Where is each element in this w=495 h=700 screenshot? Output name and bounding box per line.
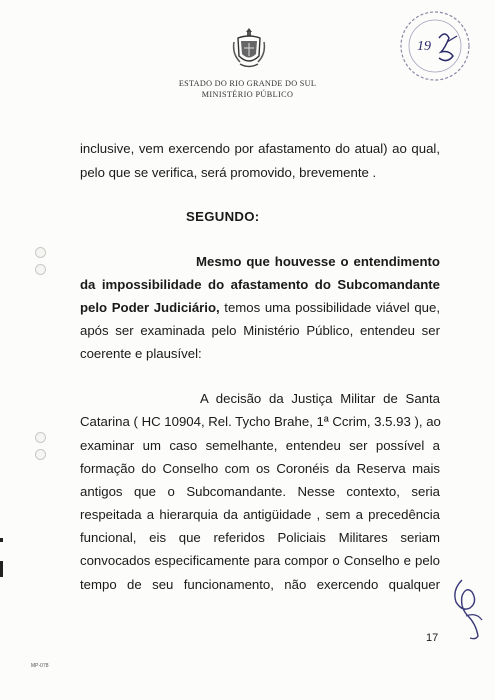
para2-line1: [196, 254, 440, 270]
margin-mark: [0, 538, 3, 542]
margin-mark: [0, 561, 3, 577]
section-heading: SEGUNDO:: [186, 209, 260, 224]
para2-line3-bold: pelo Poder Judiciário,: [80, 300, 220, 315]
punch-hole: [35, 449, 46, 460]
para3-line4: formação do Conselho com os Coronéis da Reserva mais: [80, 461, 440, 476]
protocol-stamp-icon: [387, 8, 479, 88]
punch-hole: [35, 264, 46, 275]
para2-line1-bold: Mesmo que houvesse o entendimento: [196, 254, 440, 269]
para2-line5-normal: coerente e plausível:: [80, 346, 202, 361]
punch-hole: [35, 432, 46, 443]
punch-hole: [35, 247, 46, 258]
para2-line4-normal: após ser examinada pelo Ministério Público, entendeu ser: [80, 323, 440, 338]
form-code: MP-078: [31, 663, 49, 669]
para1-line1: inclusive, vem exercendo por afastamento do atual) ao qual,: [80, 141, 440, 156]
page-number: 17: [426, 632, 439, 644]
para3-line7: funcional, eis que referidos Policiais Militares seriam: [80, 530, 440, 545]
para1-line2: pelo que se verifica, será promovido, brevemente .: [80, 165, 377, 180]
header-state-name: ESTADO DO RIO GRANDE DO SUL: [178, 79, 317, 88]
para3-line6: respeitada a hierarquia da antigüidade , sem a precedência: [80, 507, 440, 522]
handwritten-initials-icon: [446, 576, 488, 640]
para2-line2-bold: da impossibilidade do afastamento do Subcomandante: [80, 277, 440, 292]
para3-line8: convocados especificamente para compor o Conselho e pelo: [80, 553, 440, 568]
para2-line2: [80, 277, 440, 293]
para2-line5: [80, 346, 440, 362]
para2-line3-normal: temos uma possibilidade viável que,: [219, 300, 440, 315]
para3-line2: Catarina ( HC 10904, Rel. Tycho Brahe, 1ª Ccrim, 3.5.93 ), ao: [80, 414, 441, 429]
para3-line5: antigos que o Subcomandante. Nesse contexto, seria: [80, 484, 440, 499]
para2-line3: [80, 300, 440, 316]
para2-line4: [80, 323, 440, 339]
header-institution-name: MINISTÉRIO PÚBLICO: [201, 90, 294, 99]
para3-line3: examinar um caso semelhante, entendeu ser possível a: [80, 438, 440, 453]
state-coat-of-arms-icon: [232, 26, 266, 70]
para3-line9: tempo de seu funcionamento, não exercendo qualquer: [80, 577, 440, 592]
para3-line1: A decisão da Justiça Militar de Santa: [200, 391, 440, 406]
stamp-handwritten-number: 19: [417, 39, 431, 54]
